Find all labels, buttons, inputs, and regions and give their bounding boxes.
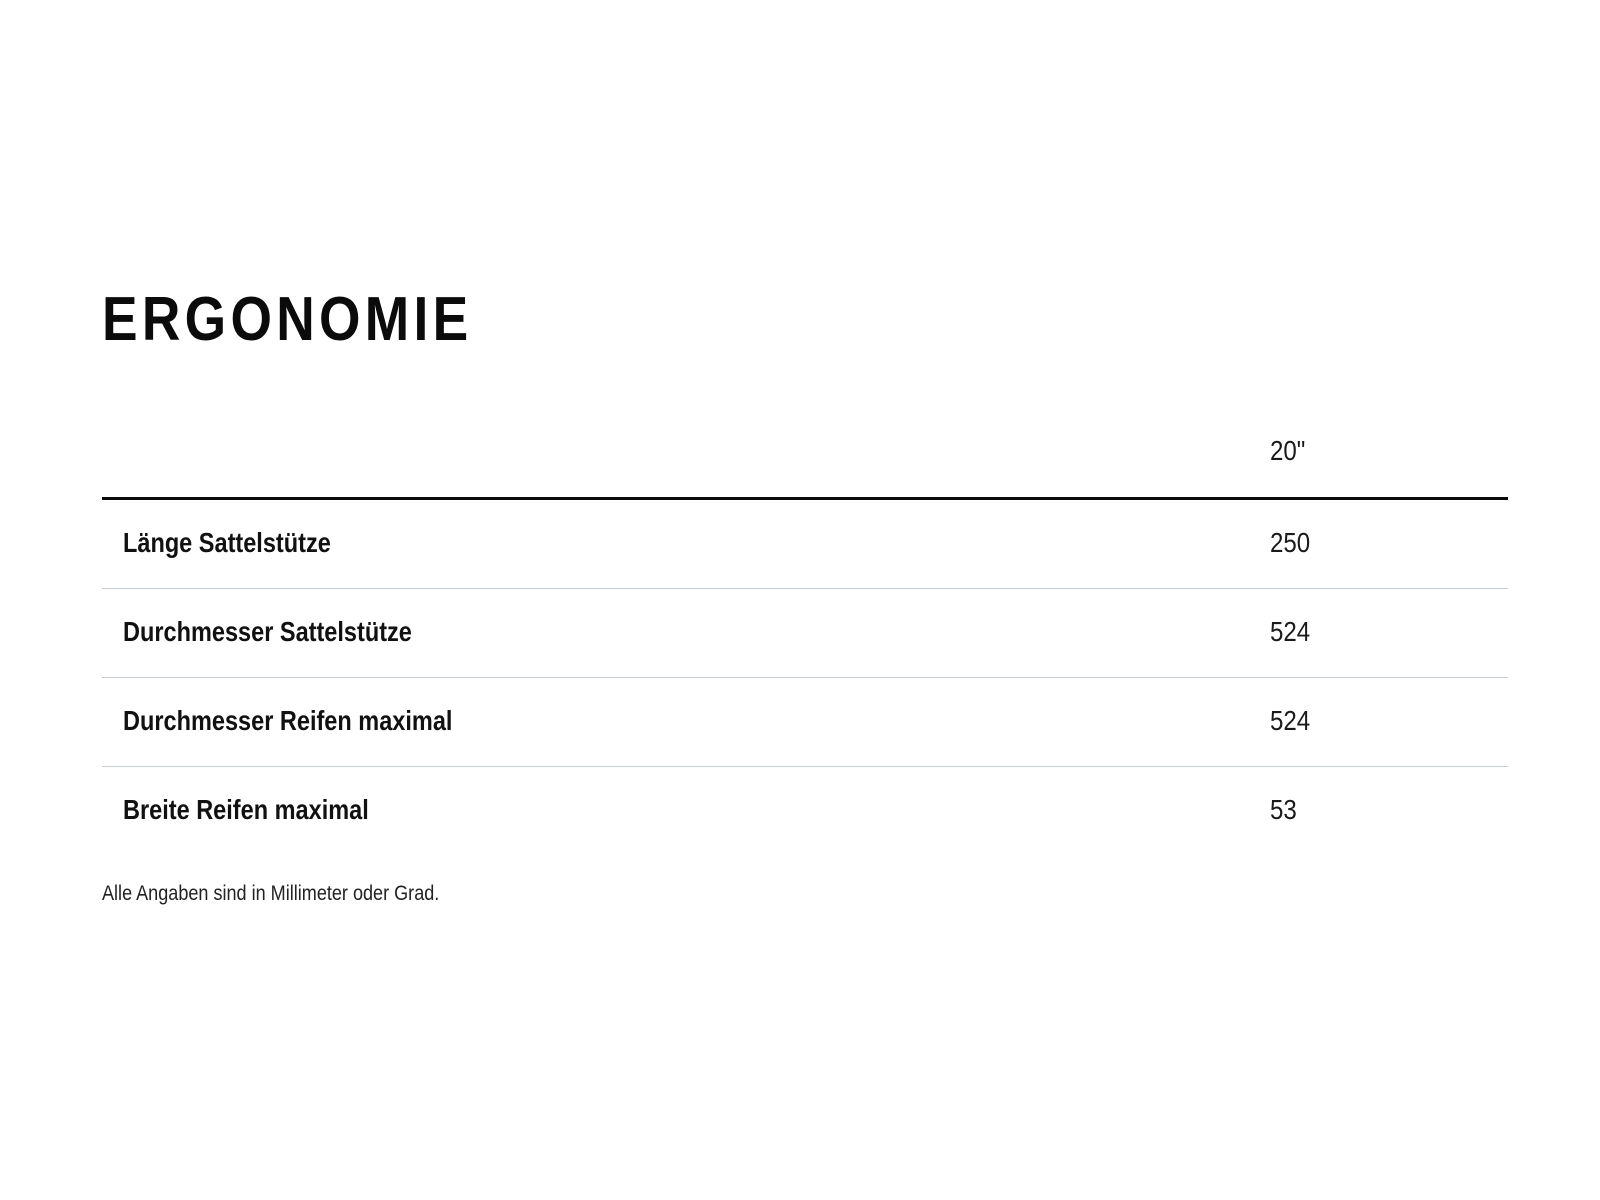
- section-title: ERGONOMIE: [102, 285, 473, 354]
- table-row: [102, 589, 1508, 678]
- table-row: [102, 767, 1508, 855]
- row-value: 53: [1270, 794, 1297, 825]
- column-header-size: 20": [1270, 435, 1306, 466]
- row-value: 524: [1270, 616, 1311, 647]
- table-row: [102, 500, 1508, 589]
- units-footnote: Alle Angaben sind in Millimeter oder Grad.: [102, 882, 440, 905]
- row-value: 250: [1270, 527, 1311, 558]
- row-label: Länge Sattelstütze: [123, 527, 331, 558]
- table-header: [102, 423, 1508, 500]
- row-label: Durchmesser Sattelstütze: [123, 616, 412, 647]
- spec-table: [102, 423, 1508, 855]
- row-label: Durchmesser Reifen maximal: [123, 705, 453, 736]
- table-row: [102, 678, 1508, 767]
- ergonomics-section: [102, 280, 1508, 905]
- row-label: Breite Reifen maximal: [123, 794, 369, 825]
- row-value: 524: [1270, 705, 1311, 736]
